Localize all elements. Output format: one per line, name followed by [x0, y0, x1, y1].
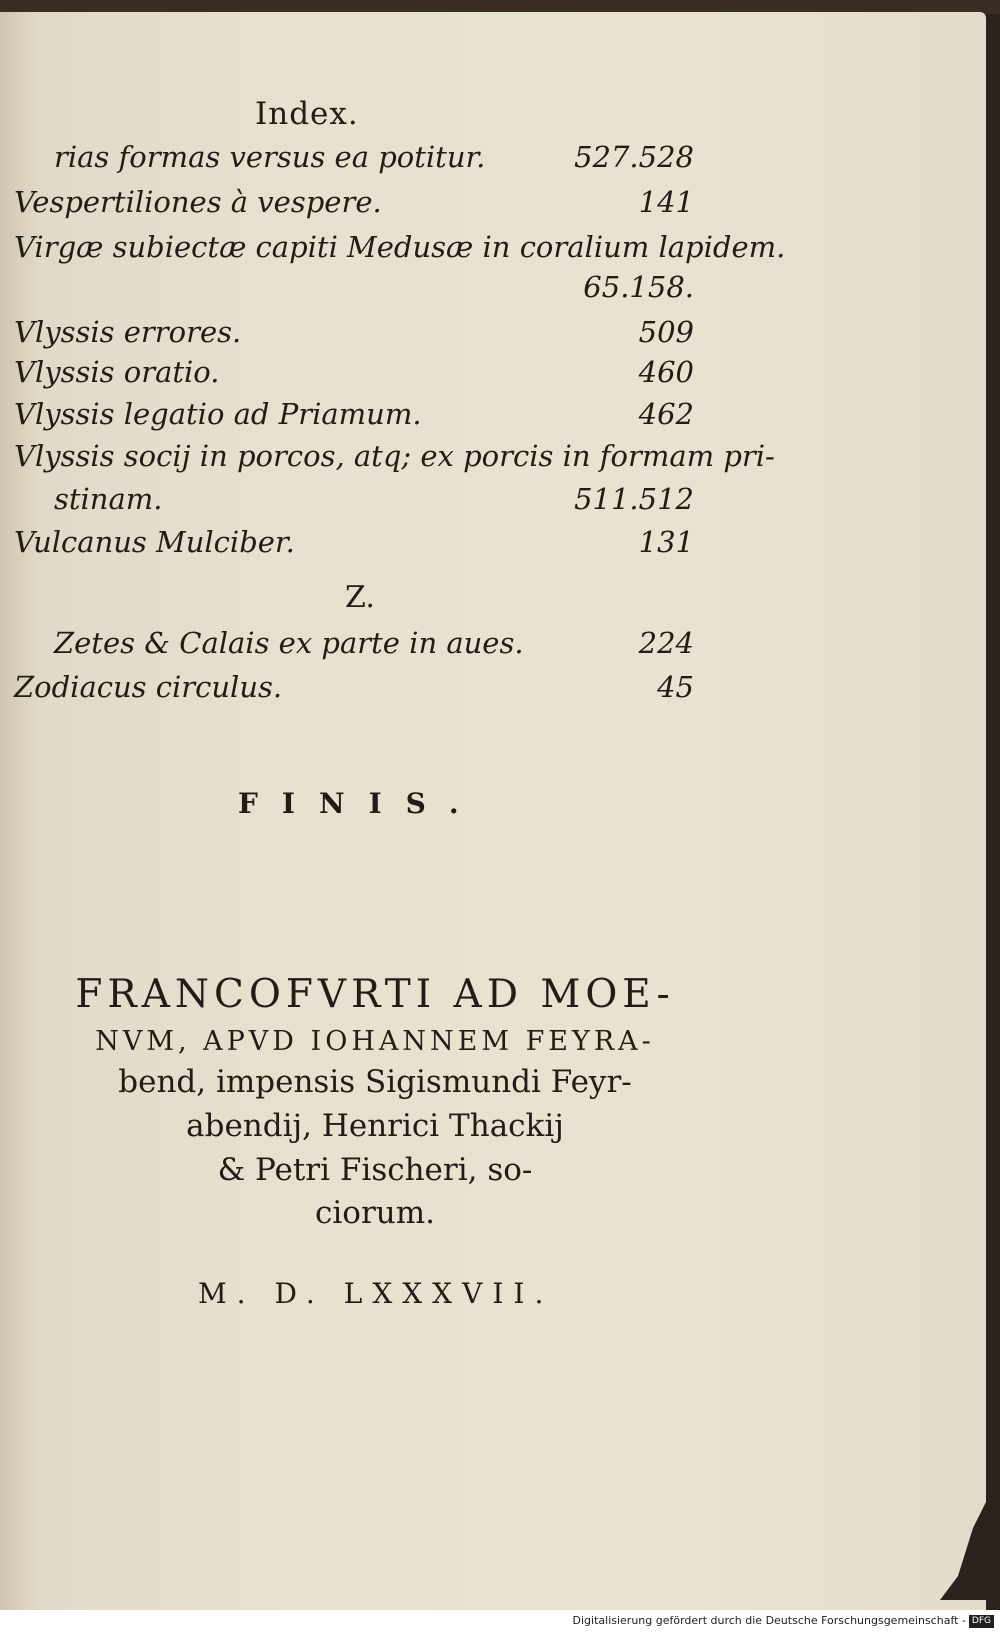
index-entry — [14, 525, 694, 565]
entry-text: Virgæ subiectæ capiti Medusæ in coralium lapidem. — [14, 230, 786, 264]
index-entry — [14, 670, 694, 710]
imprint-line: NVM, APVD IOHANNEM FEYRA- — [95, 1026, 655, 1057]
entry-text: Vlyssis oratio. — [14, 355, 220, 389]
section-letter: Z. — [345, 580, 375, 615]
entry-text: Vulcanus Mulciber. — [14, 525, 295, 559]
index-entry — [14, 270, 694, 310]
entry-text: Vlyssis errores. — [14, 315, 242, 349]
imprint-line: ciorum. — [315, 1195, 435, 1231]
entry-text: stinam. — [54, 482, 163, 516]
entry-pages: 224 — [638, 626, 694, 660]
index-entry — [14, 355, 694, 395]
index-entry — [14, 626, 694, 666]
entry-text: Zodiacus circulus. — [14, 670, 283, 704]
index-entry — [14, 482, 694, 522]
index-entry — [14, 397, 694, 437]
index-entry — [14, 140, 694, 180]
publication-year: M. D. LXXXVII. — [198, 1277, 554, 1310]
index-entry — [14, 185, 694, 225]
imprint-line: abendij, Henrici Thackij — [186, 1108, 564, 1144]
entry-pages: 462 — [638, 397, 694, 431]
entry-text: Zetes & Calais ex parte in aues. — [54, 626, 524, 660]
finis-text: FINIS. — [238, 787, 483, 820]
entry-pages: 509 — [638, 315, 694, 349]
entry-pages: 131 — [638, 525, 694, 559]
index-entry — [14, 230, 786, 270]
imprint-line: bend, impensis Sigismundi Feyr- — [118, 1064, 632, 1100]
entry-pages: 511.512 — [574, 482, 694, 516]
entry-text: Vlyssis legatio ad Priamum. — [14, 397, 422, 431]
book-page — [0, 12, 986, 1610]
dfg-logo: DFG — [969, 1615, 994, 1628]
entry-pages: 45 — [657, 670, 694, 704]
digitization-footer — [0, 1610, 1000, 1632]
imprint-line: FRANCOFVRTI AD MOE- — [75, 972, 675, 1017]
imprint-line: & Petri Fischeri, so- — [217, 1152, 533, 1188]
entry-pages: 460 — [638, 355, 694, 389]
entry-pages: 65.158. — [583, 270, 694, 304]
entry-text: Vlyssis socij in porcos, atq; ex porcis in formam pri- — [14, 439, 775, 473]
entry-pages: 141 — [638, 185, 694, 219]
footer-text: Digitalisierung gefördert durch die Deutsche Forschungsgemeinschaft - — [572, 1614, 966, 1627]
entry-text: Vespertiliones à vespere. — [14, 185, 382, 219]
index-entry — [14, 439, 775, 479]
entry-text: rias formas versus ea potitur. — [54, 140, 486, 174]
index-entry — [14, 315, 694, 355]
entry-pages: 527.528 — [574, 140, 694, 174]
page-header: Index. — [255, 96, 359, 132]
